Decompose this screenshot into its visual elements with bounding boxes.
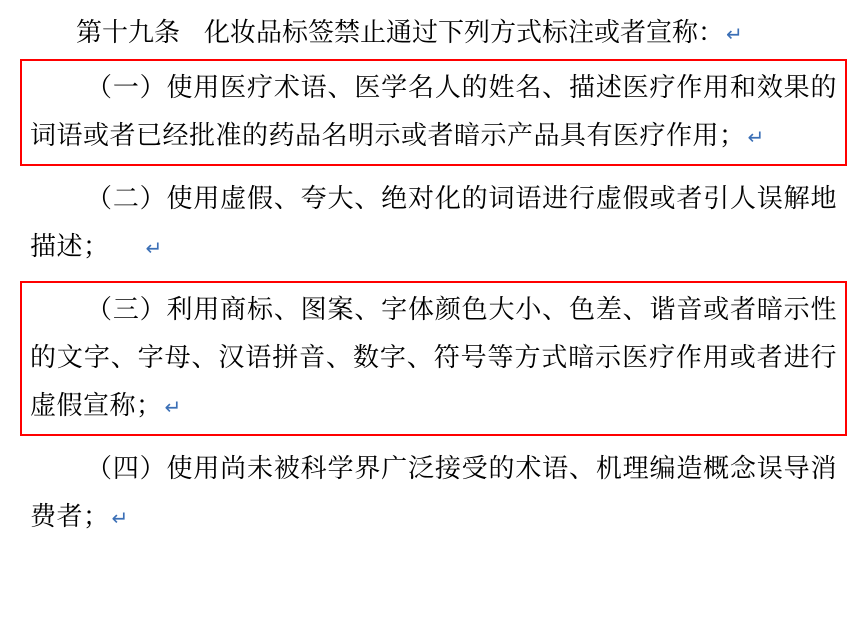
paragraph-mark-icon: ↵ bbox=[164, 397, 182, 419]
paragraph-mark-icon: ↵ bbox=[726, 24, 743, 46]
clause-item-1 bbox=[20, 59, 847, 166]
clause-item-4 bbox=[20, 440, 847, 547]
paragraph-mark-icon: ↵ bbox=[145, 238, 163, 260]
clause-item-2 bbox=[20, 170, 847, 277]
clause-item-4-text: （四）使用尚未被科学界广泛接受的术语、机理编造概念误导消费者； bbox=[30, 453, 837, 531]
clause-item-2-text: （二）使用虚假、夸大、绝对化的词语进行虚假或者引人误解地描述； bbox=[30, 183, 837, 261]
article-number: 第十九条 bbox=[76, 17, 181, 47]
clause-item-3 bbox=[20, 281, 847, 436]
clause-item-1-text: （一）使用医疗术语、医学名人的姓名、描述医疗作用和效果的词语或者已经批准的药品名明示或者暗示产品具有医疗作用； bbox=[30, 72, 837, 150]
paragraph-mark-icon: ↵ bbox=[747, 127, 765, 149]
paragraph-mark-icon: ↵ bbox=[111, 508, 129, 530]
article-heading-text: 化妆品标签禁止通过下列方式标注或者宣称： bbox=[204, 17, 725, 47]
clause-item-3-text: （三）利用商标、图案、字体颜色大小、色差、谐音或者暗示性的文字、字母、汉语拼音、数字、符号等方式暗示医疗作用或者进行虚假宣称； bbox=[30, 294, 837, 420]
article-heading bbox=[20, 10, 847, 57]
